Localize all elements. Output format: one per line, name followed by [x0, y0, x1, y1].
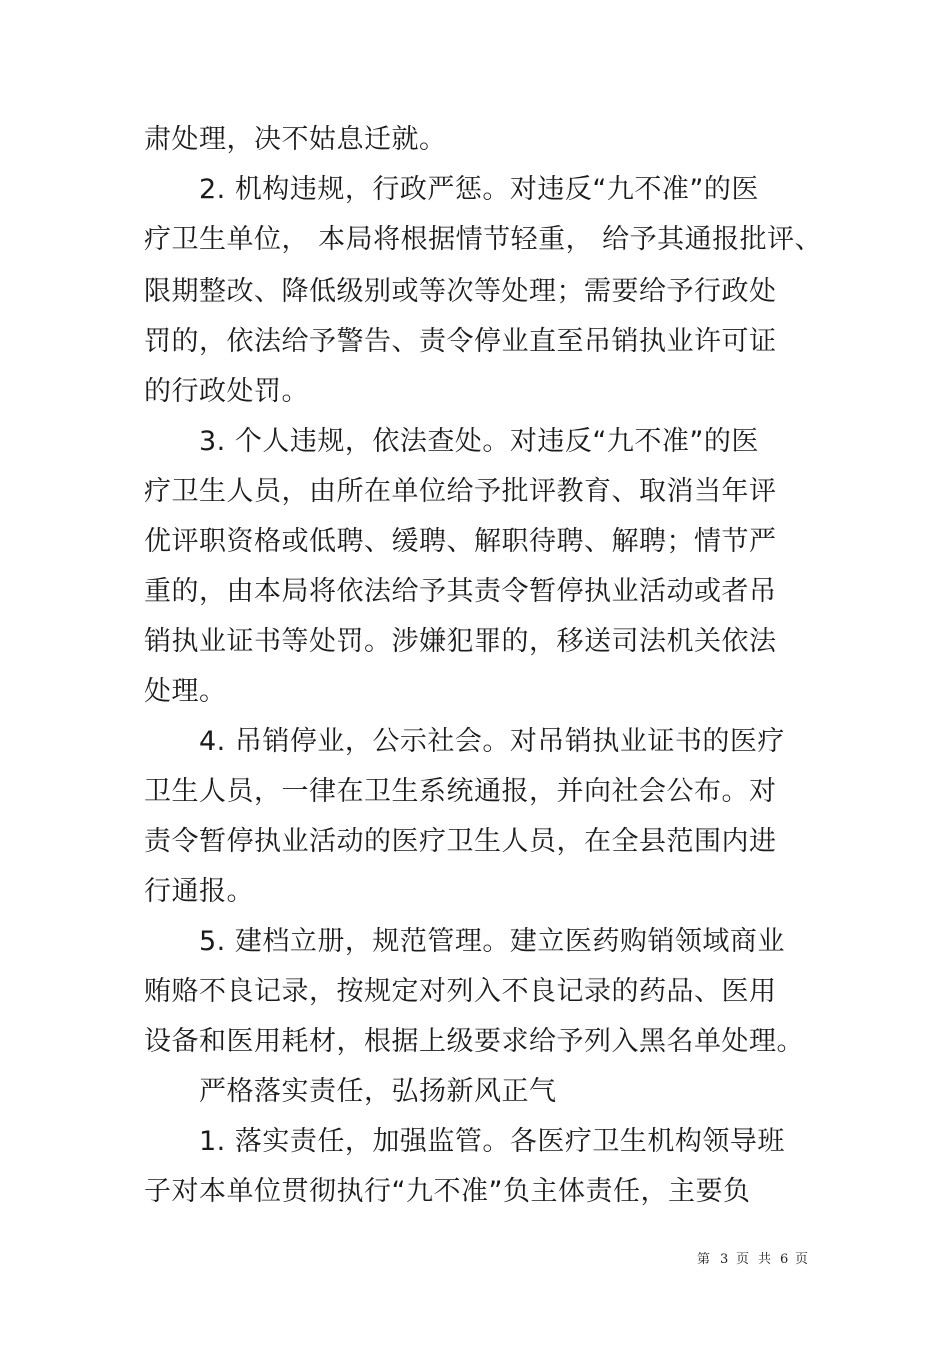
text-line: 限期整改、降低级别或等次等处理；需要给予行政处 [144, 276, 777, 307]
text-line: 销执业证书等处罚。涉嫌犯罪的，移送司法机关依法 [144, 626, 777, 657]
text-line: 4. 吊销停业，公示社会。对吊销执业证书的医疗 [199, 726, 785, 757]
text-line: 罚的，依法给予警告、责令停业直至吊销执业许可证 [144, 326, 777, 357]
page-total-unit: 页 [795, 1252, 809, 1267]
text-line: 3. 个人违规，依法查处。对违反“九不准”的医 [199, 426, 759, 457]
text-line: 贿赂不良记录，按规定对列入不良记录的药品、医用 [144, 976, 777, 1007]
page-footer [0, 1250, 950, 1270]
page-total-label: 共 [758, 1252, 772, 1267]
text-line: 1. 落实责任，加强监管。各医疗卫生机构领导班 [199, 1126, 785, 1157]
text-line: 肃处理，决不姑息迁就。 [144, 124, 447, 155]
text-line: 2. 机构违规，行政严惩。对违反“九不准”的医 [199, 174, 759, 205]
page-number-prefix: 第 [697, 1252, 711, 1267]
current-page-number: 3 [720, 1252, 729, 1267]
text-line: 5. 建档立册，规范管理。建立医药购销领域商业 [199, 926, 785, 957]
text-line: 疗卫生单位， 本局将根据情节轻重， 给予其通报批评、 [144, 224, 823, 255]
text-line: 的行政处罚。 [144, 376, 309, 407]
text-line: 处理。 [144, 676, 227, 707]
section-heading: 严格落实责任，弘扬新风正气 [199, 1076, 557, 1107]
page-number-unit: 页 [736, 1252, 750, 1267]
text-line: 疗卫生人员，由所在单位给予批评教育、取消当年评 [144, 476, 777, 507]
text-line: 优评职资格或低聘、缓聘、解职待聘、解聘；情节严 [144, 526, 777, 557]
text-line: 责令暂停执业活动的医疗卫生人员，在全县范围内进 [144, 826, 777, 857]
text-line: 卫生人员，一律在卫生系统通报，并向社会公布。对 [144, 776, 777, 807]
text-line: 设备和医用耗材，根据上级要求给予列入黑名单处理。 [144, 1026, 804, 1057]
text-line: 重的，由本局将依法给予其责令暂停执业活动或者吊 [144, 576, 777, 607]
total-page-number: 6 [780, 1252, 789, 1267]
text-line: 子对本单位贯彻执行“九不准”负主体责任，主要负 [144, 1176, 751, 1207]
text-line: 行通报。 [144, 876, 254, 907]
